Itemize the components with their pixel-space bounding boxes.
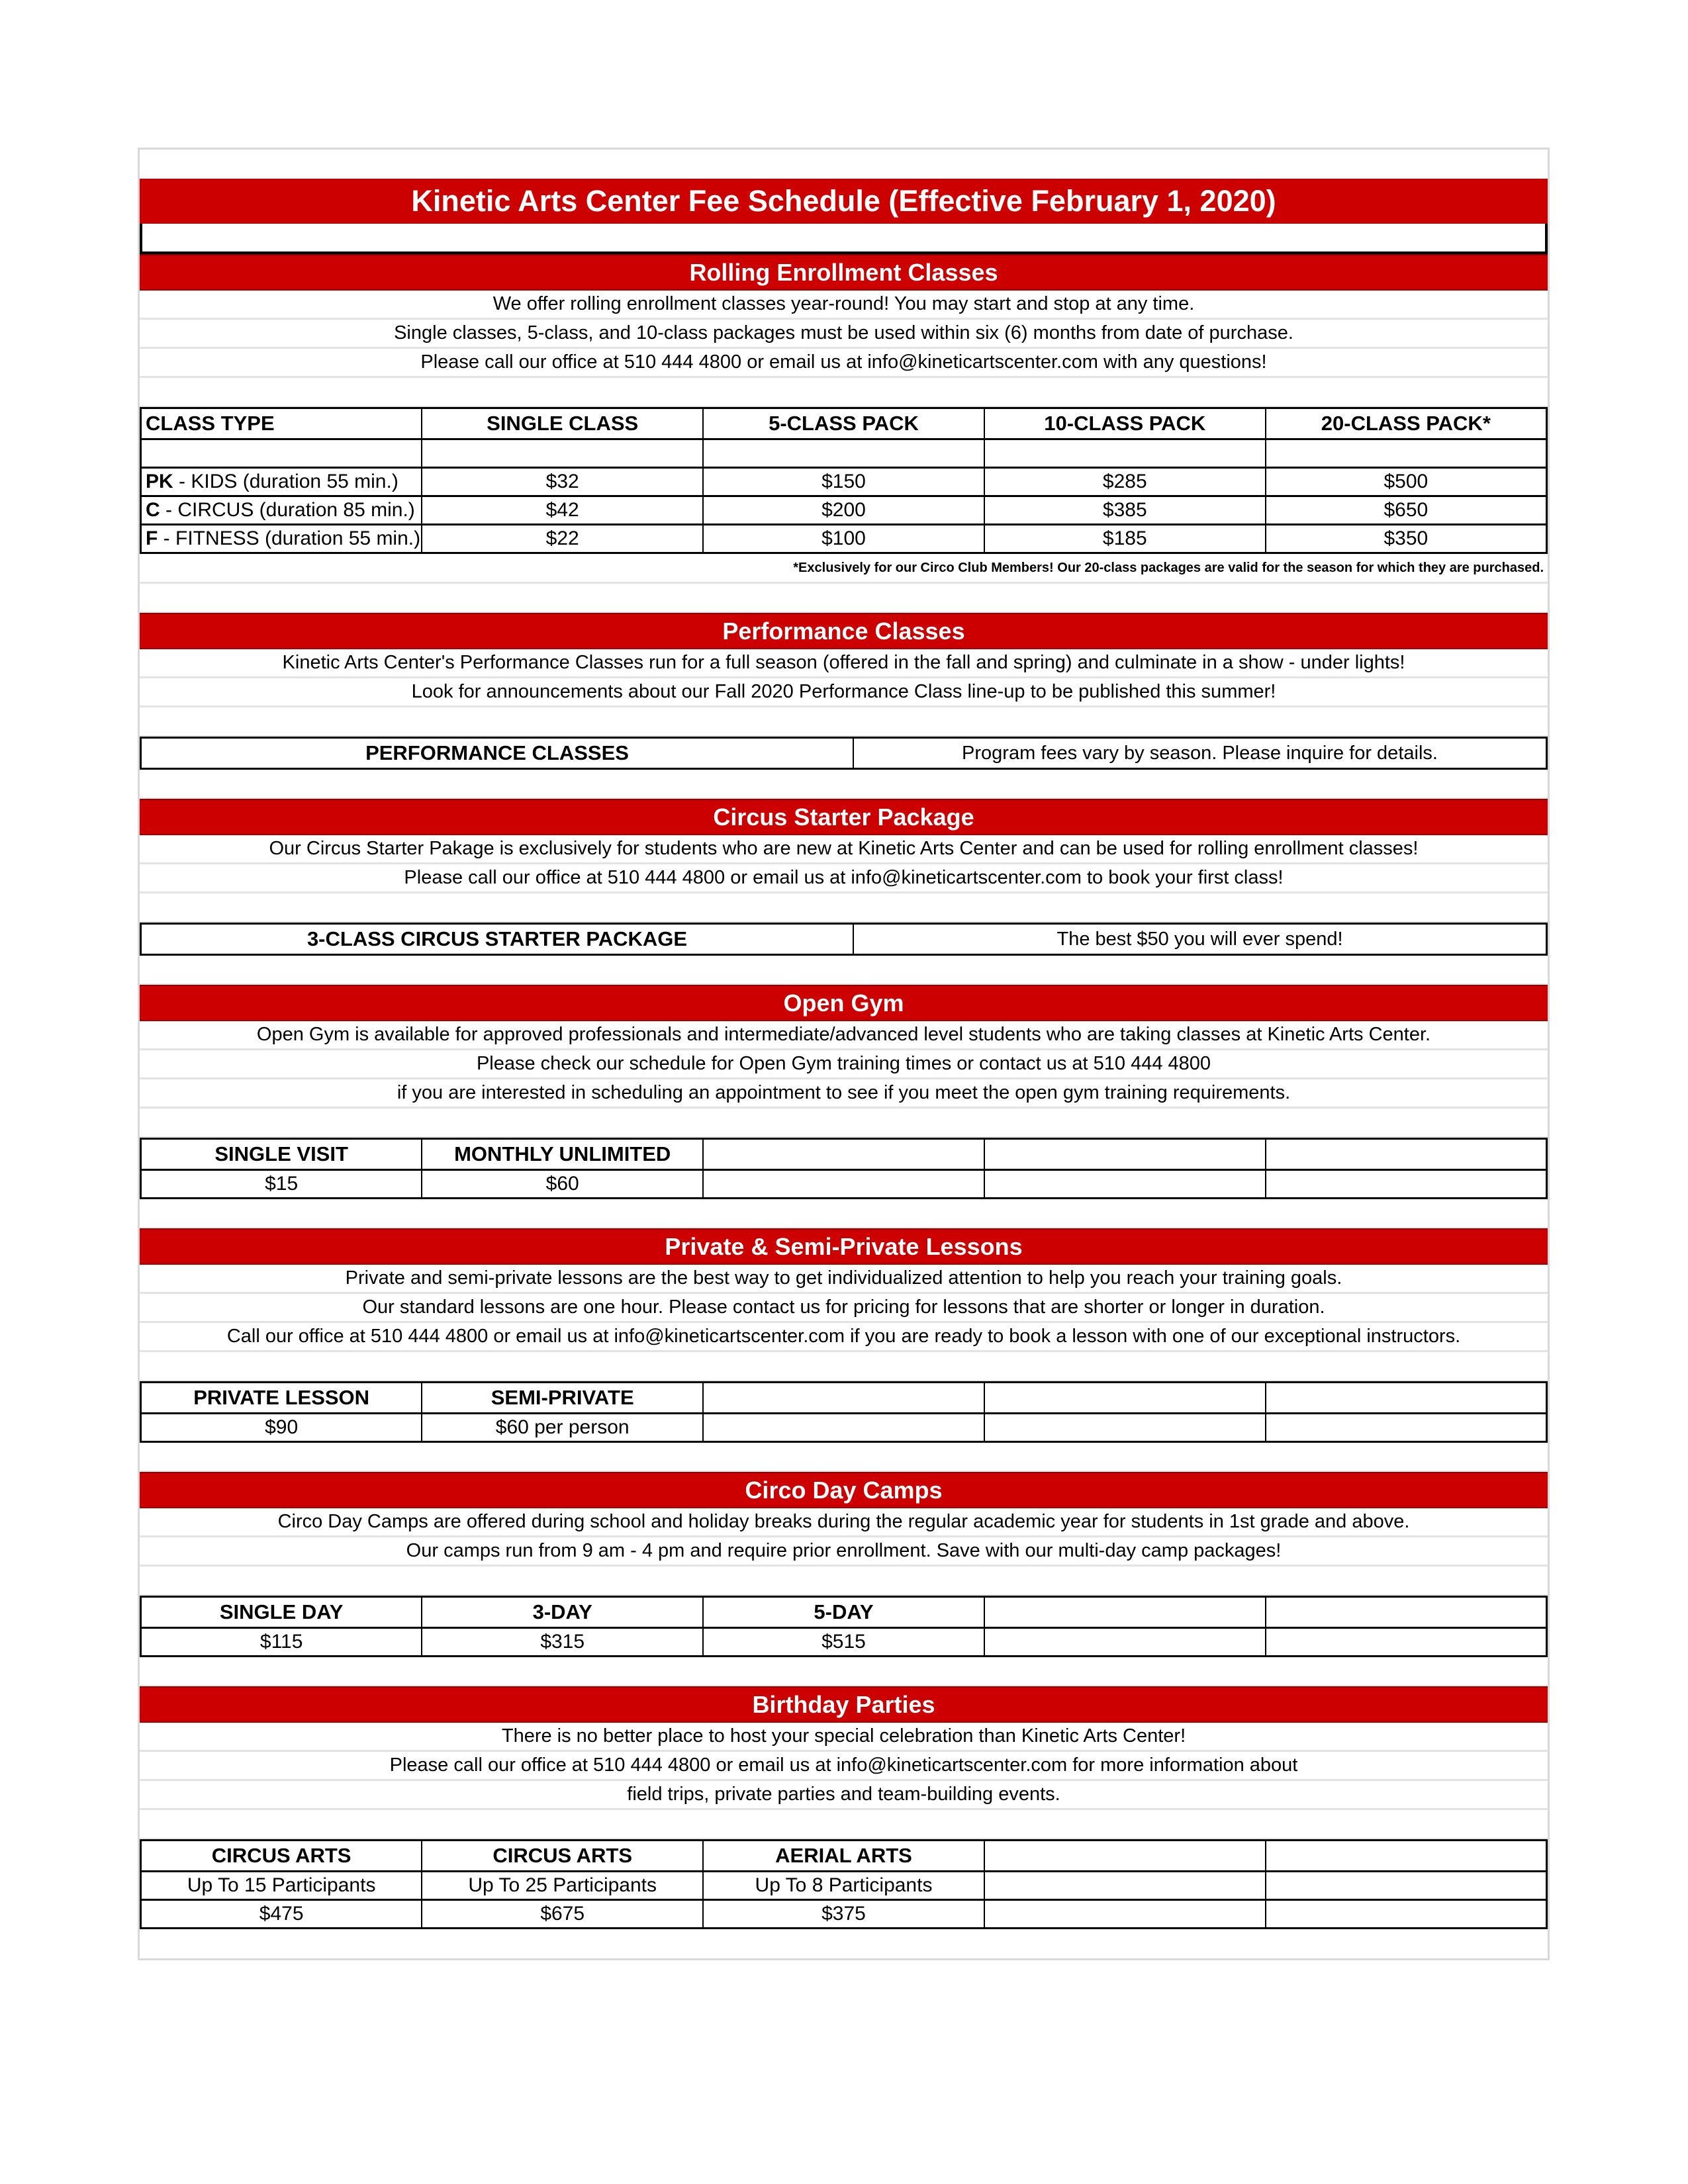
column-header: PRIVATE LESSON: [141, 1383, 422, 1414]
price-cell: [984, 1900, 1266, 1929]
birthday-table: [140, 1839, 1548, 1929]
spacer: [140, 1657, 1548, 1686]
private-table: [140, 1381, 1548, 1443]
section-header-camps: Circo Day Camps: [140, 1472, 1548, 1508]
price-cell: $185: [984, 525, 1266, 553]
info-line: We offer rolling enrollment classes year-round! You may start and stop at any time.: [140, 291, 1548, 320]
spacer: [140, 584, 1548, 613]
column-header: SINGLE CLASS: [422, 408, 703, 439]
spacer: [140, 956, 1548, 985]
empty-cell: [422, 439, 703, 468]
price-cell: $60 per person: [422, 1414, 703, 1442]
spacer: [140, 707, 1548, 737]
price-cell: $200: [703, 496, 984, 525]
price-cell: $15: [141, 1170, 422, 1199]
section-header-rolling: Rolling Enrollment Classes: [140, 254, 1548, 291]
class-code: F: [146, 527, 158, 549]
class-type-cell: [141, 468, 422, 496]
spacer: [140, 224, 1548, 254]
column-header: CIRCUS ARTS: [141, 1841, 422, 1872]
info-line: Our Circus Starter Pakage is exclusively for students who are new at Kinetic Arts Center and can be used for rolling enrollment classes!: [140, 835, 1548, 864]
section-header-performance: Performance Classes: [140, 613, 1548, 649]
class-code: PK: [146, 471, 173, 492]
info-line: Call our office at 510 444 4800 or email us at info@kineticartscenter.com if you are ready to book a lesson with one of our exceptional instructors.: [140, 1323, 1548, 1352]
price-cell: [1266, 1628, 1547, 1657]
spacer: [140, 1352, 1548, 1381]
spacer: [140, 150, 1548, 179]
spacer: [140, 1443, 1548, 1472]
class-label: - KIDS (duration 55 min.): [173, 471, 399, 492]
starter-table: [140, 923, 1548, 956]
column-header: CLASS TYPE: [141, 408, 422, 439]
column-header: [984, 1139, 1266, 1170]
column-header: [1266, 1597, 1547, 1628]
column-header: 10-CLASS PACK: [984, 408, 1266, 439]
section-header-open-gym: Open Gym: [140, 985, 1548, 1021]
column-header: [703, 1383, 984, 1414]
info-line: Look for announcements about our Fall 2020 Performance Class line-up to be published this summer!: [140, 678, 1548, 707]
price-cell: [703, 1170, 984, 1199]
info-line: Please check our schedule for Open Gym training times or contact us at 510 444 4800: [140, 1050, 1548, 1079]
participants-cell: Up To 15 Participants: [141, 1872, 422, 1900]
price-cell: $315: [422, 1628, 703, 1657]
column-header: [984, 1383, 1266, 1414]
class-label: - FITNESS (duration 55 min.): [158, 527, 421, 549]
empty-cell: [1266, 439, 1547, 468]
column-header: [1266, 1139, 1547, 1170]
table-row: [141, 468, 1547, 496]
price-cell: $90: [141, 1414, 422, 1442]
fee-schedule-sheet: [138, 148, 1550, 1960]
info-line: Single classes, 5-class, and 10-class packages must be used within six (6) months from date of purchase.: [140, 320, 1548, 349]
info-line: Private and semi-private lessons are the best way to get individualized attention to help you reach your training goals.: [140, 1265, 1548, 1294]
column-header: CIRCUS ARTS: [422, 1841, 703, 1872]
info-line: field trips, private parties and team-building events.: [140, 1781, 1548, 1810]
price-cell: $475: [141, 1900, 422, 1929]
open-gym-table: [140, 1138, 1548, 1199]
column-header: [984, 1841, 1266, 1872]
price-cell: $22: [422, 525, 703, 553]
participants-cell: Up To 25 Participants: [422, 1872, 703, 1900]
starter-label: 3-CLASS CIRCUS STARTER PACKAGE: [141, 924, 854, 955]
column-header: [984, 1597, 1266, 1628]
spacer: [140, 1810, 1548, 1839]
info-line: Kinetic Arts Center's Performance Classes run for a full season (offered in the fall and spring) and culminate in a show - under lights!: [140, 649, 1548, 678]
spacer: [140, 770, 1548, 799]
column-header: 20-CLASS PACK*: [1266, 408, 1547, 439]
price-cell: $60: [422, 1170, 703, 1199]
participants-cell: [984, 1872, 1266, 1900]
info-line: Our camps run from 9 am - 4 pm and require prior enrollment. Save with our multi-day camp packages!: [140, 1537, 1548, 1567]
info-line: Open Gym is available for approved professionals and intermediate/advanced level students who are taking classes at Kinetic Arts Center.: [140, 1021, 1548, 1050]
price-cell: [984, 1628, 1266, 1657]
price-cell: $115: [141, 1628, 422, 1657]
column-header: MONTHLY UNLIMITED: [422, 1139, 703, 1170]
performance-label: PERFORMANCE CLASSES: [141, 738, 854, 769]
price-cell: $375: [703, 1900, 984, 1929]
performance-value: Program fees vary by season. Please inquire for details.: [853, 738, 1547, 769]
footnote: *Exclusively for our Circo Club Members! Our 20-class packages are valid for the season for which they are purchased.: [140, 554, 1548, 584]
price-cell: $32: [422, 468, 703, 496]
price-cell: [1266, 1414, 1547, 1442]
price-cell: $100: [703, 525, 984, 553]
column-header: 3-DAY: [422, 1597, 703, 1628]
column-header: [1266, 1383, 1547, 1414]
performance-table: [140, 737, 1548, 770]
column-header: AERIAL ARTS: [703, 1841, 984, 1872]
price-cell: $675: [422, 1900, 703, 1929]
info-line: Please call our office at 510 444 4800 or email us at info@kineticartscenter.com to book your first class!: [140, 864, 1548, 893]
price-cell: [984, 1414, 1266, 1442]
info-line: Please call our office at 510 444 4800 or email us at info@kineticartscenter.com for more information about: [140, 1752, 1548, 1781]
spacer: [140, 1567, 1548, 1596]
camps-table: [140, 1596, 1548, 1657]
empty-cell: [984, 439, 1266, 468]
participants-cell: Up To 8 Participants: [703, 1872, 984, 1900]
spacer: [140, 1929, 1548, 1958]
price-cell: $385: [984, 496, 1266, 525]
info-line: Circo Day Camps are offered during school and holiday breaks during the regular academic year for students in 1st grade and above.: [140, 1508, 1548, 1537]
class-label: - CIRCUS (duration 85 min.): [160, 499, 415, 521]
price-cell: [984, 1170, 1266, 1199]
column-header: SEMI-PRIVATE: [422, 1383, 703, 1414]
price-cell: $150: [703, 468, 984, 496]
page-title: Kinetic Arts Center Fee Schedule (Effective February 1, 2020): [140, 179, 1548, 224]
column-header: 5-DAY: [703, 1597, 984, 1628]
class-type-cell: [141, 496, 422, 525]
rolling-price-table: [140, 407, 1548, 554]
column-header: [1266, 1841, 1547, 1872]
price-cell: $650: [1266, 496, 1547, 525]
table-row: [141, 525, 1547, 553]
class-type-cell: [141, 525, 422, 553]
spacer: [140, 1109, 1548, 1138]
column-header: 5-CLASS PACK: [703, 408, 984, 439]
info-line: if you are interested in scheduling an appointment to see if you meet the open gym training requirements.: [140, 1079, 1548, 1109]
class-code: C: [146, 499, 160, 521]
section-header-private: Private & Semi-Private Lessons: [140, 1228, 1548, 1265]
participants-cell: [1266, 1872, 1547, 1900]
price-cell: $515: [703, 1628, 984, 1657]
info-line: Our standard lessons are one hour. Please contact us for pricing for lessons that are shorter or longer in duration.: [140, 1294, 1548, 1323]
price-cell: $42: [422, 496, 703, 525]
empty-cell: [141, 439, 422, 468]
column-header: SINGLE DAY: [141, 1597, 422, 1628]
empty-cell: [703, 439, 984, 468]
spacer: [140, 893, 1548, 923]
column-header: SINGLE VISIT: [141, 1139, 422, 1170]
starter-value: The best $50 you will ever spend!: [853, 924, 1547, 955]
info-line: Please call our office at 510 444 4800 or email us at info@kineticartscenter.com with any questions!: [140, 349, 1548, 378]
price-cell: [703, 1414, 984, 1442]
section-header-birthday: Birthday Parties: [140, 1686, 1548, 1723]
price-cell: $350: [1266, 525, 1547, 553]
price-cell: $285: [984, 468, 1266, 496]
price-cell: [1266, 1170, 1547, 1199]
column-header: [703, 1139, 984, 1170]
section-header-starter: Circus Starter Package: [140, 799, 1548, 835]
price-cell: $500: [1266, 468, 1547, 496]
spacer: [140, 1199, 1548, 1228]
spacer: [140, 378, 1548, 407]
info-line: There is no better place to host your special celebration than Kinetic Arts Center!: [140, 1723, 1548, 1752]
price-cell: [1266, 1900, 1547, 1929]
table-row: [141, 496, 1547, 525]
